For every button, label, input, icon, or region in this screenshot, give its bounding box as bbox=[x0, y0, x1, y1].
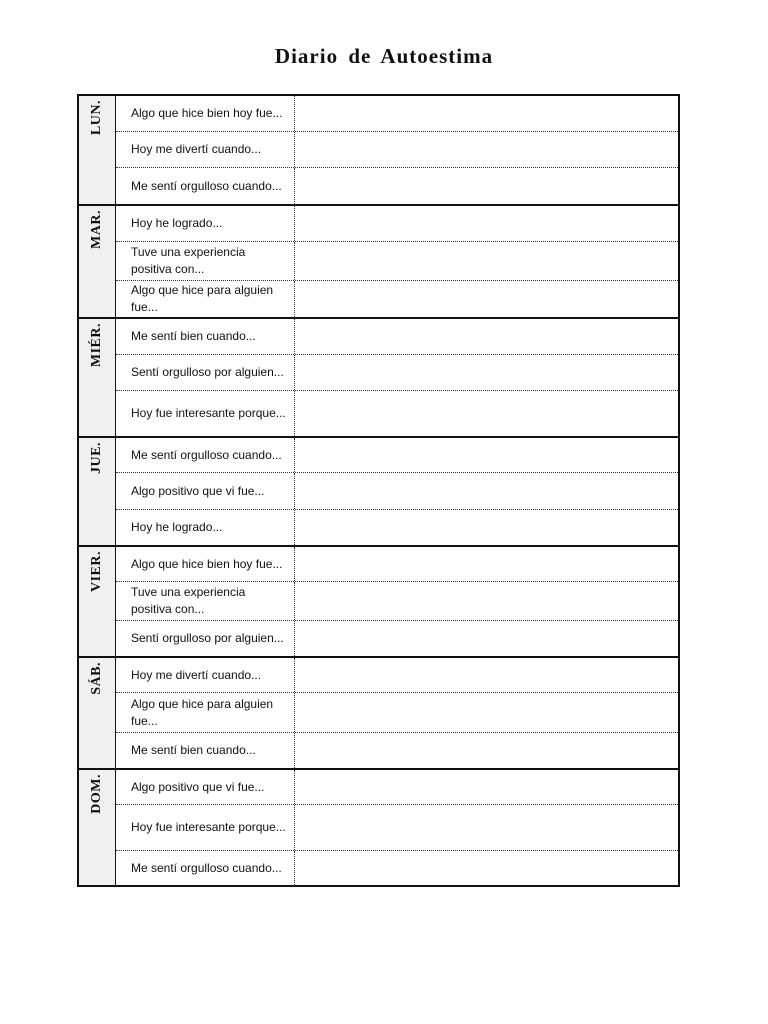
journal-row bbox=[116, 547, 678, 581]
day-label: DOM. bbox=[89, 774, 104, 814]
prompt-cell bbox=[116, 621, 295, 656]
journal-row bbox=[116, 319, 678, 354]
journal-table bbox=[77, 94, 680, 887]
day-label-cell bbox=[79, 206, 116, 317]
prompt-cell bbox=[116, 319, 295, 354]
prompt-cell bbox=[116, 242, 295, 280]
prompt-text: Hoy he logrado... bbox=[131, 520, 223, 534]
prompt-cell bbox=[116, 391, 295, 436]
prompt-text: Hoy fue interesante porque... bbox=[131, 820, 286, 834]
answer-cell[interactable] bbox=[295, 319, 678, 354]
answer-cell[interactable] bbox=[295, 770, 678, 804]
day-label-cell bbox=[79, 96, 116, 204]
prompt-cell bbox=[116, 658, 295, 692]
prompt-text: Algo que hice bien hoy fue... bbox=[131, 106, 283, 120]
journal-row bbox=[116, 732, 678, 768]
journal-row bbox=[116, 438, 678, 472]
prompt-cell bbox=[116, 473, 295, 509]
journal-row bbox=[116, 658, 678, 692]
prompt-text: Me sentí bien cuando... bbox=[131, 329, 256, 343]
prompt-text: Algo que hice bien hoy fue... bbox=[131, 556, 283, 571]
journal-row bbox=[116, 472, 678, 509]
prompt-cell bbox=[116, 733, 295, 768]
prompt-cell bbox=[116, 582, 295, 620]
day-label-cell bbox=[79, 547, 116, 656]
answer-cell[interactable] bbox=[295, 438, 678, 472]
prompt-cell bbox=[116, 693, 295, 732]
day-block-vier bbox=[79, 545, 678, 656]
answer-cell[interactable] bbox=[295, 242, 678, 280]
prompt-cell bbox=[116, 510, 295, 545]
day-label-cell bbox=[79, 319, 116, 436]
prompt-text: Algo que hice para alguien fue... bbox=[131, 283, 274, 314]
answer-cell[interactable] bbox=[295, 582, 678, 620]
prompt-text: Hoy me divertí cuando... bbox=[131, 142, 262, 156]
day-label: JUE. bbox=[89, 442, 104, 474]
prompt-cell bbox=[116, 132, 295, 167]
answer-cell[interactable] bbox=[295, 733, 678, 768]
day-block-sab bbox=[79, 656, 678, 768]
prompt-text: Algo que hice para alguien fue... bbox=[131, 696, 274, 728]
journal-row bbox=[116, 581, 678, 620]
journal-row bbox=[116, 804, 678, 850]
day-label-cell bbox=[79, 770, 116, 885]
answer-cell[interactable] bbox=[295, 621, 678, 656]
journal-row bbox=[116, 509, 678, 545]
day-label: SÁB. bbox=[89, 662, 104, 695]
prompt-text: Me sentí bien cuando... bbox=[131, 743, 256, 757]
answer-cell[interactable] bbox=[295, 132, 678, 167]
prompt-text: Algo positivo que vi fue... bbox=[131, 483, 265, 498]
answer-cell[interactable] bbox=[295, 206, 678, 241]
day-label: MAR. bbox=[89, 210, 104, 249]
page-title: Diario de Autoestima bbox=[274, 44, 494, 68]
day-block-lun bbox=[79, 96, 678, 204]
prompt-text: Hoy he logrado... bbox=[131, 216, 223, 230]
journal-row bbox=[116, 280, 678, 317]
prompt-text: Sentí orgulloso por alguien... bbox=[131, 365, 284, 379]
answer-cell[interactable] bbox=[295, 281, 678, 317]
prompt-cell bbox=[116, 547, 295, 581]
prompt-text: Hoy me divertí cuando... bbox=[131, 667, 262, 682]
prompt-cell bbox=[116, 206, 295, 241]
day-label: VIER. bbox=[89, 551, 104, 593]
journal-row bbox=[116, 241, 678, 280]
prompt-cell bbox=[116, 805, 295, 850]
answer-cell[interactable] bbox=[295, 658, 678, 692]
prompt-text: Tuve una experiencia positiva con... bbox=[131, 585, 246, 616]
journal-row bbox=[116, 96, 678, 131]
answer-cell[interactable] bbox=[295, 391, 678, 436]
day-label-cell bbox=[79, 658, 116, 768]
prompt-cell bbox=[116, 851, 295, 885]
day-label: MIÉR. bbox=[89, 323, 104, 368]
journal-row bbox=[116, 770, 678, 804]
day-label: LUN. bbox=[89, 100, 104, 136]
prompt-cell bbox=[116, 355, 295, 390]
day-block-mar bbox=[79, 204, 678, 317]
answer-cell[interactable] bbox=[295, 547, 678, 581]
day-block-mier bbox=[79, 317, 678, 436]
journal-row bbox=[116, 131, 678, 167]
journal-row bbox=[116, 390, 678, 436]
prompt-text: Me sentí orgulloso cuando... bbox=[131, 447, 282, 462]
answer-cell[interactable] bbox=[295, 168, 678, 204]
prompt-text: Tuve una experiencia positiva con... bbox=[131, 245, 246, 276]
prompt-text: Me sentí orgulloso cuando... bbox=[131, 178, 282, 193]
prompt-cell bbox=[116, 96, 295, 131]
journal-row bbox=[116, 850, 678, 885]
answer-cell[interactable] bbox=[295, 96, 678, 131]
day-block-dom bbox=[79, 768, 678, 885]
prompt-cell bbox=[116, 168, 295, 204]
prompt-cell bbox=[116, 438, 295, 472]
journal-row bbox=[116, 692, 678, 732]
prompt-cell bbox=[116, 770, 295, 804]
answer-cell[interactable] bbox=[295, 851, 678, 885]
prompt-text: Sentí orgulloso por alguien... bbox=[131, 631, 284, 645]
answer-cell[interactable] bbox=[295, 473, 678, 509]
prompt-cell bbox=[116, 281, 295, 317]
prompt-text: Me sentí orgulloso cuando... bbox=[131, 860, 282, 875]
journal-row bbox=[116, 167, 678, 204]
journal-row bbox=[116, 620, 678, 656]
answer-cell[interactable] bbox=[295, 355, 678, 390]
journal-row bbox=[116, 206, 678, 241]
day-label-cell bbox=[79, 438, 116, 545]
answer-cell[interactable] bbox=[295, 805, 678, 850]
day-block-jue bbox=[79, 436, 678, 545]
journal-row bbox=[116, 354, 678, 390]
answer-cell[interactable] bbox=[295, 693, 678, 732]
prompt-text: Hoy fue interesante porque... bbox=[131, 406, 286, 420]
answer-cell[interactable] bbox=[295, 510, 678, 545]
prompt-text: Algo positivo que vi fue... bbox=[131, 779, 265, 794]
